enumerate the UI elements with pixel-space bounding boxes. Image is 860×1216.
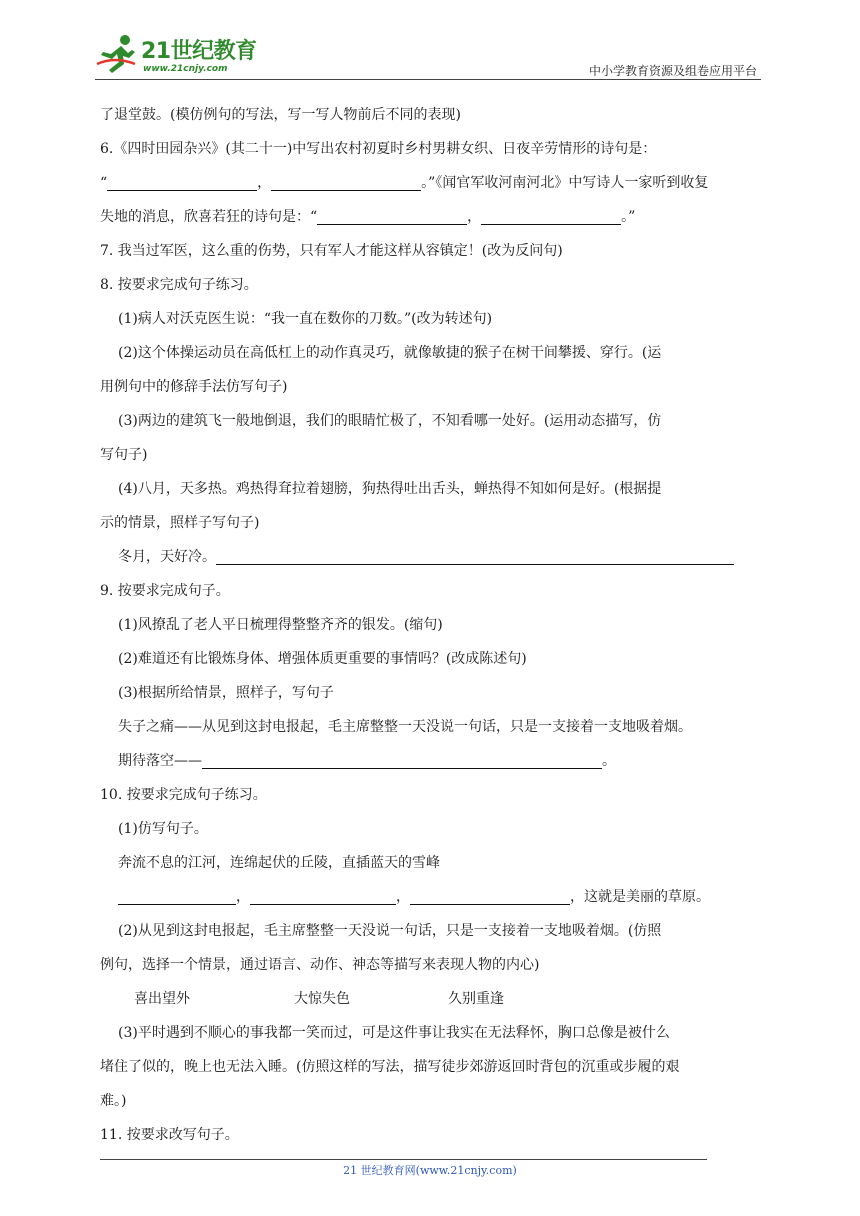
question-8-2: 用例句中的修辞手法仿写句子) [100,379,288,395]
question-8-3: (3)两边的建筑飞一般地倒退，我们的眼睛忙极了，不知看哪一处好。(运用动态描写，仿 [118,413,662,429]
question-7: 7. 我当过军医，这么重的伤势，只有军人才能这样从容镇定！(改为反问句) [100,243,563,259]
question-8-4: 示的情景，照样子写句子) [100,515,260,531]
question-8-1: (1)病人对沃克医生说：“我一直在数你的刀数。”(改为转述句) [118,311,493,327]
question-9-2: (2)难道还有比锻炼身体、增强体质更重要的事情吗？(改成陈述句) [118,651,527,667]
line-text: 了退堂鼓。(模仿例句的写法，写一写人物前后不同的表现) [100,107,461,123]
question-6-fill: 失地的消息，欣喜若狂的诗句是：“ ， 。” [100,200,762,234]
question-8-4-fill: 冬月，天好冷。 [100,540,762,574]
answer-blank[interactable] [481,204,621,225]
situation-option: 久别重逢 [448,991,504,1007]
footer-divider [100,1159,707,1160]
situation-option: 大惊失色 [294,991,350,1007]
question-8-3: 写句子) [100,447,148,463]
situation-option: 喜出望外 [134,991,190,1007]
example-sentence: 失子之痛——从见到这封电报起，毛主席整整一天没说一句话，只是一支接着一支地吸着烟。 [118,719,692,735]
answer-blank[interactable] [317,204,467,225]
question-8-2: (2)这个体操运动员在高低杠上的动作真灵巧，就像敏捷的猴子在树干间攀援、穿行。(运 [118,345,662,361]
question-10-fill: ， ， ，这就是美丽的草原。 [100,880,762,914]
question-10-3: 难。) [100,1093,127,1109]
question-10: 10. 按要求完成句子练习。 [100,787,267,803]
question-11: 11. 按要求改写句子。 [100,1127,239,1143]
site-logo [95,32,265,76]
question-10-3: (3)平时遇到不顺心的事我都一笑而过，可是这件事让我实在无法释怀，胸口总像是被什么 [118,1025,670,1041]
platform-title: 中小学教育资源及组卷应用平台 [588,64,757,78]
answer-blank[interactable] [202,748,602,769]
answer-blank[interactable] [107,170,257,191]
question-9-3: (3)根据所给情景，照样子，写句子 [118,685,334,701]
question-10-2: 例句，选择一个情景，通过语言、动作、神态等描写来表现人物的内心) [100,957,540,973]
question-8: 8. 按要求完成句子练习。 [100,277,258,293]
example-sentence: 奔流不息的江河，连绵起伏的丘陵，直插蓝天的雪峰 [118,855,440,871]
logo-url: www.21cnjy.com [143,64,228,74]
answer-blank[interactable] [250,884,396,905]
question-9-fill: 期待落空—— 。 [100,744,762,778]
worksheet-body [100,98,762,1152]
question-10-2: (2)从见到这封电报起，毛主席整整一天没说一句话，只是一支接着一支地吸着烟。(仿照 [118,923,662,939]
question-10-1: (1)仿写句子。 [118,821,208,837]
header-divider [95,79,761,80]
question-6: 6.《四时田园杂兴》(其二十一)中写出农村初夏时乡村男耕女织、日夜辛劳情形的诗句是： [100,141,657,157]
question-10-3: 堵住了似的，晚上也无法入睡。(仿照这样的写法，描写徒步郊游返回时背包的沉重或步履的艰 [100,1059,680,1075]
question-9-1: (1)风撩乱了老人平日梳理得整整齐齐的银发。(缩句) [118,617,443,633]
situation-options [100,982,762,1016]
runner-icon [95,34,139,74]
question-6-fill: “ ， 。”《闻官军收河南河北》中写诗人一家听到收复 [100,166,762,200]
page-footer: 21 世纪教育网(www.21cnjy.com) [343,1164,517,1177]
answer-blank[interactable] [216,544,734,565]
answer-blank[interactable] [271,170,421,191]
question-9: 9. 按要求完成句子。 [100,583,230,599]
answer-blank[interactable] [118,884,236,905]
logo-text: 21世纪教育 [141,39,257,64]
answer-blank[interactable] [410,884,570,905]
question-8-4: (4)八月，天多热。鸡热得耷拉着翅膀，狗热得吐出舌头，蝉热得不知如何是好。(根据提 [118,481,662,497]
page-header [95,32,761,80]
